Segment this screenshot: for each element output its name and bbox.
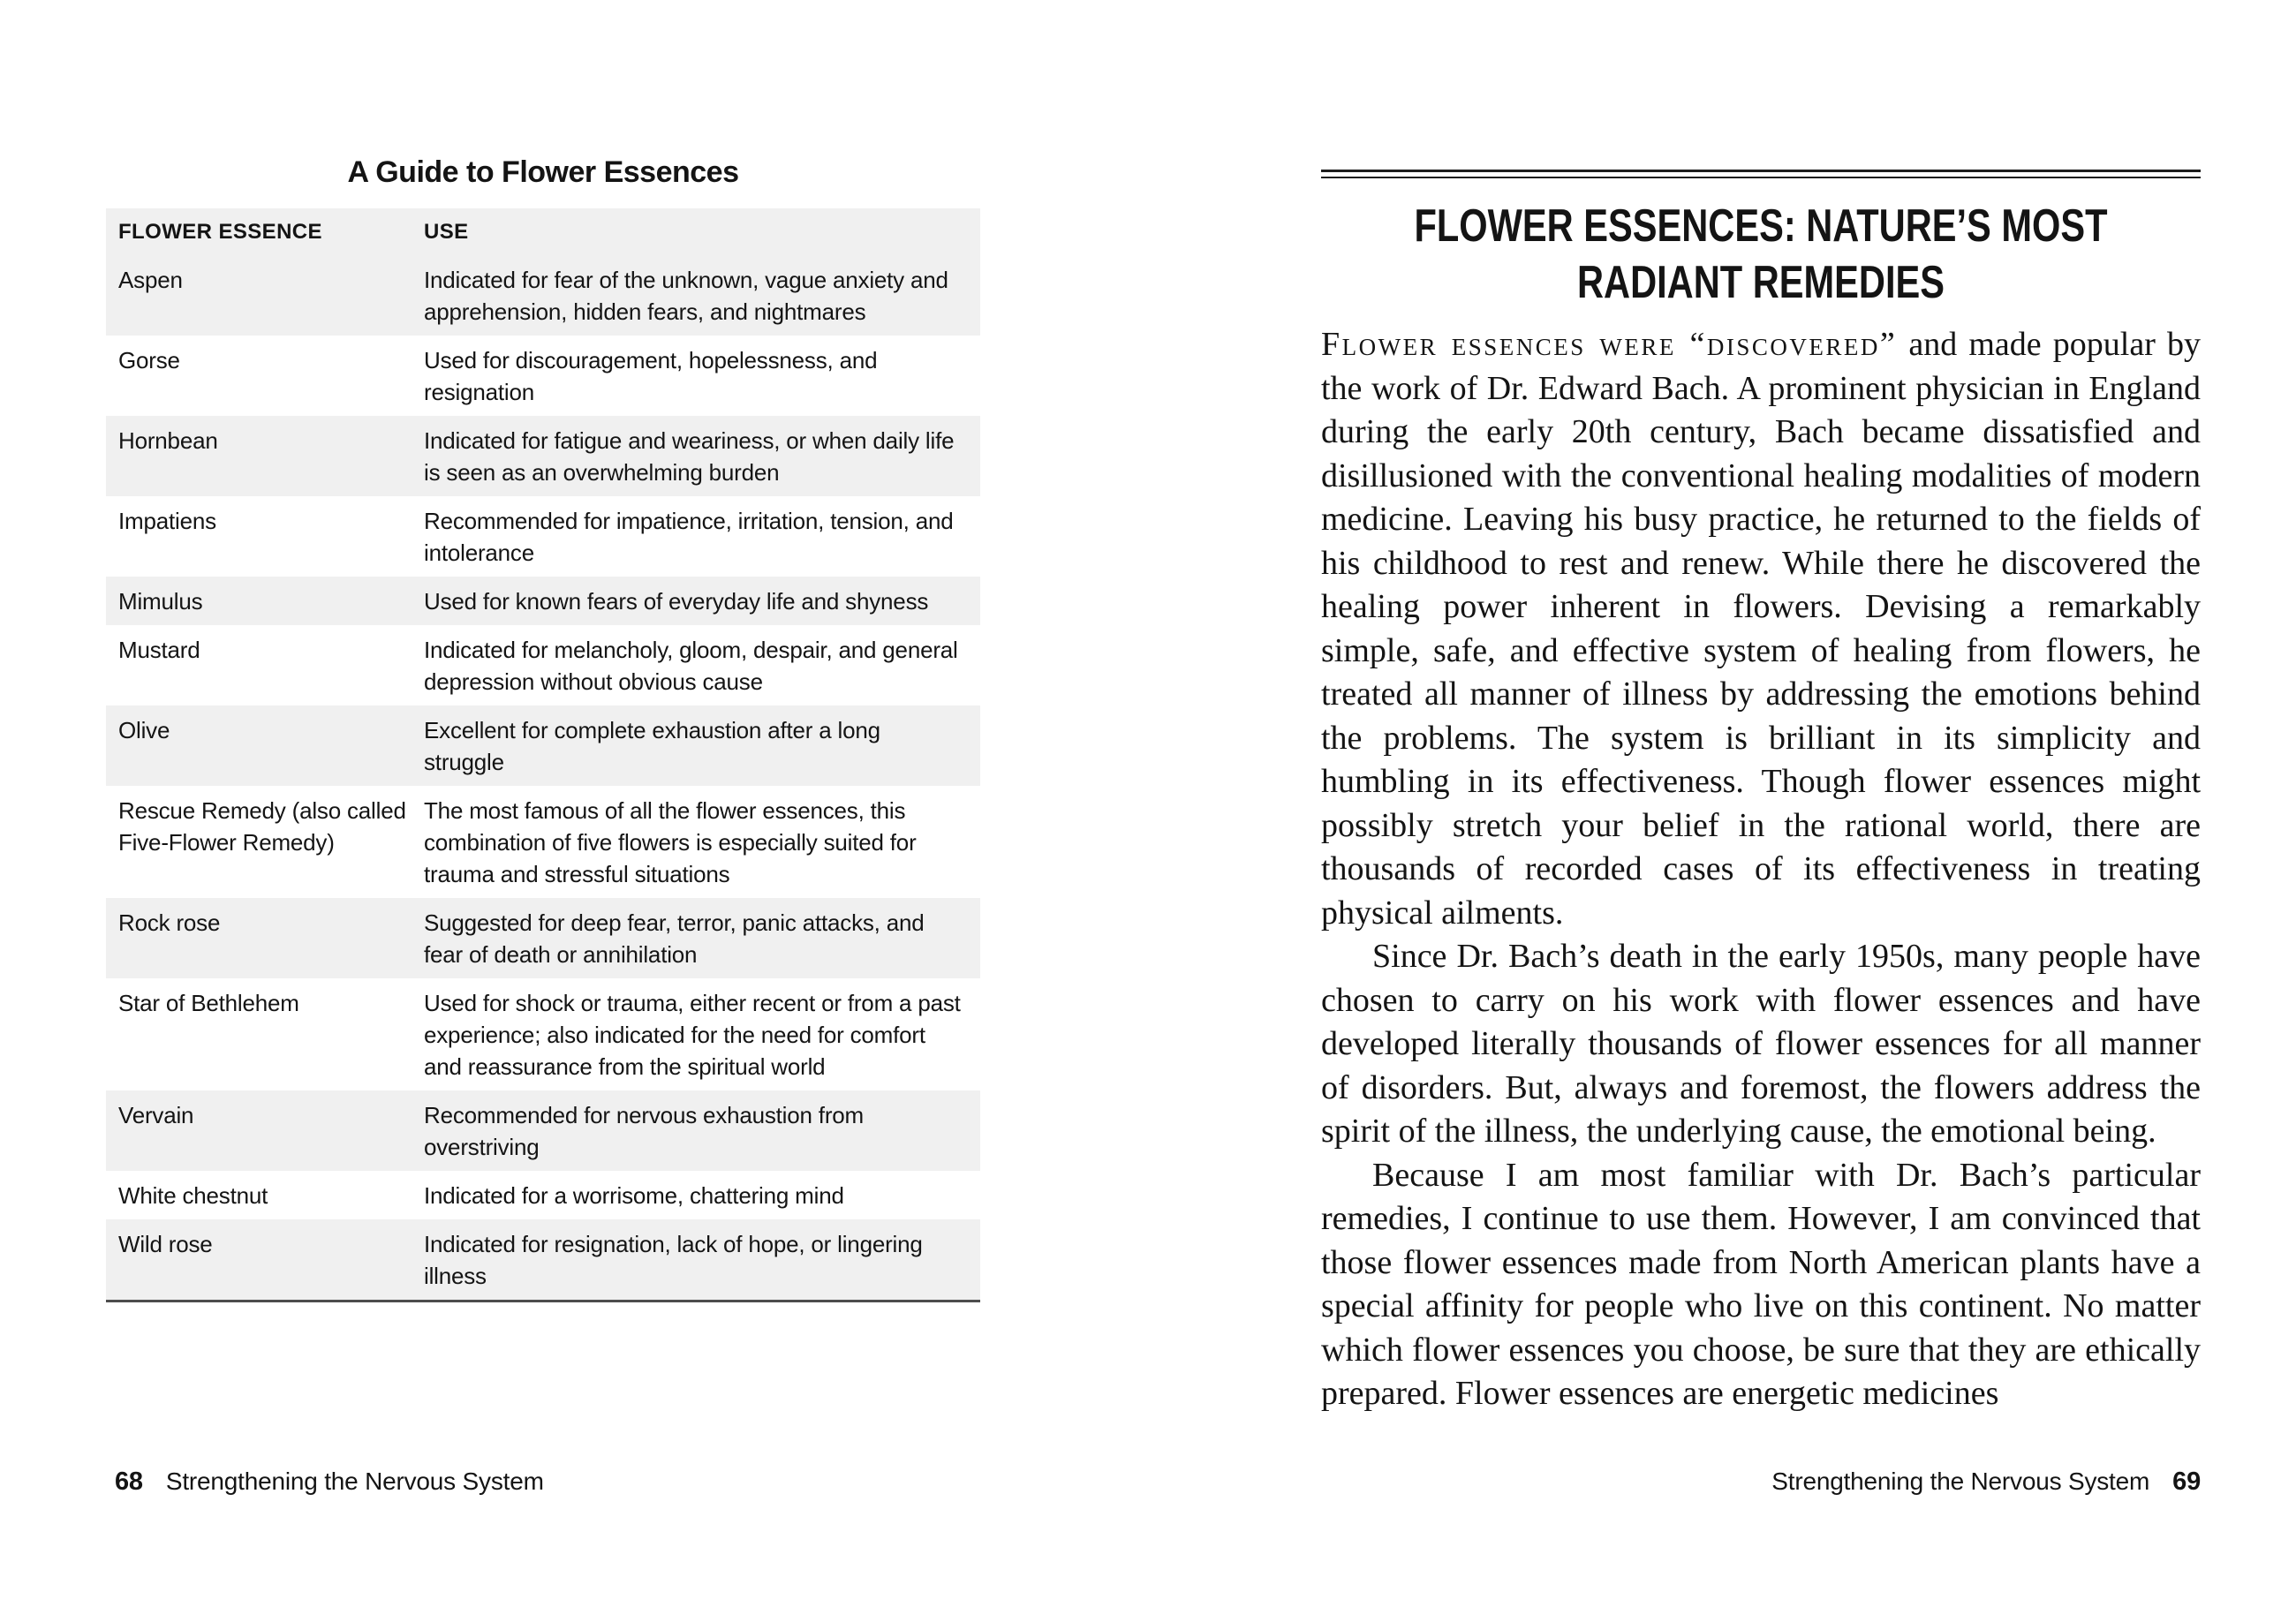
- essence-cell: Vervain: [118, 1102, 194, 1128]
- table-body: [106, 255, 980, 1301]
- use-cell: Recommended for impatience, irritation, tension, and intolerance: [424, 508, 954, 566]
- paragraph: [1321, 1154, 2201, 1416]
- table-title: A Guide to Flower Essences: [347, 155, 739, 189]
- chapter-heading-line2: RADIANT REMEDIES: [1576, 257, 1945, 308]
- chapter-heading-line1: FLOWER ESSENCES: NATURE’S MOST: [1414, 200, 2108, 252]
- essence-cell: Mimulus: [118, 588, 203, 615]
- right-page-footer: [1771, 1467, 2201, 1497]
- use-cell: Indicated for fatigue and weariness, or when daily life is seen as an overwhelming burden: [424, 427, 955, 486]
- paragraph-lead: Flower essences were “discovered”: [1321, 326, 1898, 363]
- essence-cell: White chestnut: [118, 1182, 268, 1209]
- table-row: [106, 1219, 980, 1301]
- use-cell: Indicated for melancholy, gloom, despair, and general depression without obvious cause: [424, 637, 958, 695]
- table-row: [106, 577, 980, 625]
- essence-cell: Hornbean: [118, 427, 218, 454]
- column-header-flower-essence: FLOWER ESSENCE: [106, 208, 424, 255]
- paragraph-text: Because I am most familiar with Dr. Bach’s particular remedies, I continue to use them. However, I am convinced that those flower essences made from North American plants have a special affinity for people who live on this continent. No matter which flower essences you choose, be sure that they are ethically prepared. Flower essences are energetic medicines: [1321, 1156, 2201, 1412]
- left-page-footer: [115, 1467, 544, 1497]
- essence-cell: Impatiens: [118, 508, 216, 534]
- essence-cell: Aspen: [118, 267, 183, 293]
- paragraph-text: Since Dr. Bach’s death in the early 1950s, many people have chosen to carry on his work with flower essences and have developed literally thousands of flower essences for all manner of disorders. But, always and foremost, the flowers address the spirit of the illness, the underlying cause, the emotional being.: [1321, 938, 2201, 1150]
- column-header-use: USE: [424, 208, 980, 255]
- body-text: [1321, 323, 2201, 1416]
- table-row: [106, 1171, 980, 1219]
- essence-cell: Mustard: [118, 637, 200, 663]
- essence-cell: Olive: [118, 717, 170, 743]
- paragraph: [1321, 323, 2201, 935]
- table-row: [106, 496, 980, 577]
- chapter-heading: [1409, 198, 2113, 311]
- table-header-row: [106, 208, 980, 255]
- table-row: [106, 336, 980, 416]
- use-cell: Suggested for deep fear, terror, panic attacks, and fear of death or annihilation: [424, 909, 925, 968]
- table-row: [106, 416, 980, 496]
- use-cell: Used for discouragement, hopelessness, and resignation: [424, 347, 878, 405]
- essence-cell: Rescue Remedy (also called Five-Flower Remedy): [118, 797, 406, 856]
- left-footer-text: Strengthening the Nervous System: [165, 1467, 544, 1495]
- table-row: [106, 625, 980, 705]
- double-rule: [1321, 170, 2201, 178]
- use-cell: Used for known fears of everyday life and shyness: [424, 588, 929, 615]
- essence-cell: Star of Bethlehem: [118, 990, 299, 1016]
- left-page-number: 68: [115, 1467, 143, 1496]
- use-cell: Indicated for fear of the unknown, vague anxiety and apprehension, hidden fears, and nightmares: [424, 267, 948, 325]
- use-cell: Used for shock or trauma, either recent or from a past experience; also indicated for the need for comfort and reassurance from the spiritual world: [424, 990, 961, 1080]
- use-cell: Indicated for a worrisome, chattering mind: [424, 1182, 844, 1209]
- right-page-number: 69: [2172, 1467, 2201, 1496]
- paragraph: [1321, 935, 2201, 1154]
- table-row: [106, 978, 980, 1090]
- use-cell: Indicated for resignation, lack of hope, or lingering illness: [424, 1219, 980, 1301]
- flower-essence-table: [106, 208, 980, 1302]
- use-cell: Recommended for nervous exhaustion from overstriving: [424, 1102, 865, 1160]
- table-row: [106, 786, 980, 898]
- table-row: [106, 1090, 980, 1171]
- paragraph-text: and made popular by the work of Dr. Edward Bach. A prominent physician in England during the early 20th century, Bach became dissatisfied and disillusioned with the conventional healing modalities of modern medicine. Leaving his busy practice, he returned to the fields of his childhood to rest and renew. While there he discovered the healing power inherent in flowers. Devising a remarkably simple, safe, and effective system of healing from flowers, he treated all manner of illness by addressing the emotions behind the problems. The system is brilliant in its simplicity and humbling in its effectiveness. Though flower essences might possibly stretch your belief in the rational world, there are thousands of recorded cases of its effectiveness in treating physical ailments.: [1321, 326, 2202, 932]
- right-footer-text: Strengthening the Nervous System: [1771, 1467, 2150, 1495]
- use-cell: The most famous of all the flower essences, this combination of five flowers is especially suited for trauma and stressful situations: [424, 797, 917, 887]
- table-row: [106, 255, 980, 336]
- essence-cell: Rock rose: [118, 909, 221, 936]
- essence-cell: Wild rose: [106, 1219, 424, 1301]
- table-row: [106, 705, 980, 786]
- essence-cell: Gorse: [118, 347, 180, 373]
- table-row: [106, 898, 980, 978]
- use-cell: Excellent for complete exhaustion after a long struggle: [424, 717, 880, 775]
